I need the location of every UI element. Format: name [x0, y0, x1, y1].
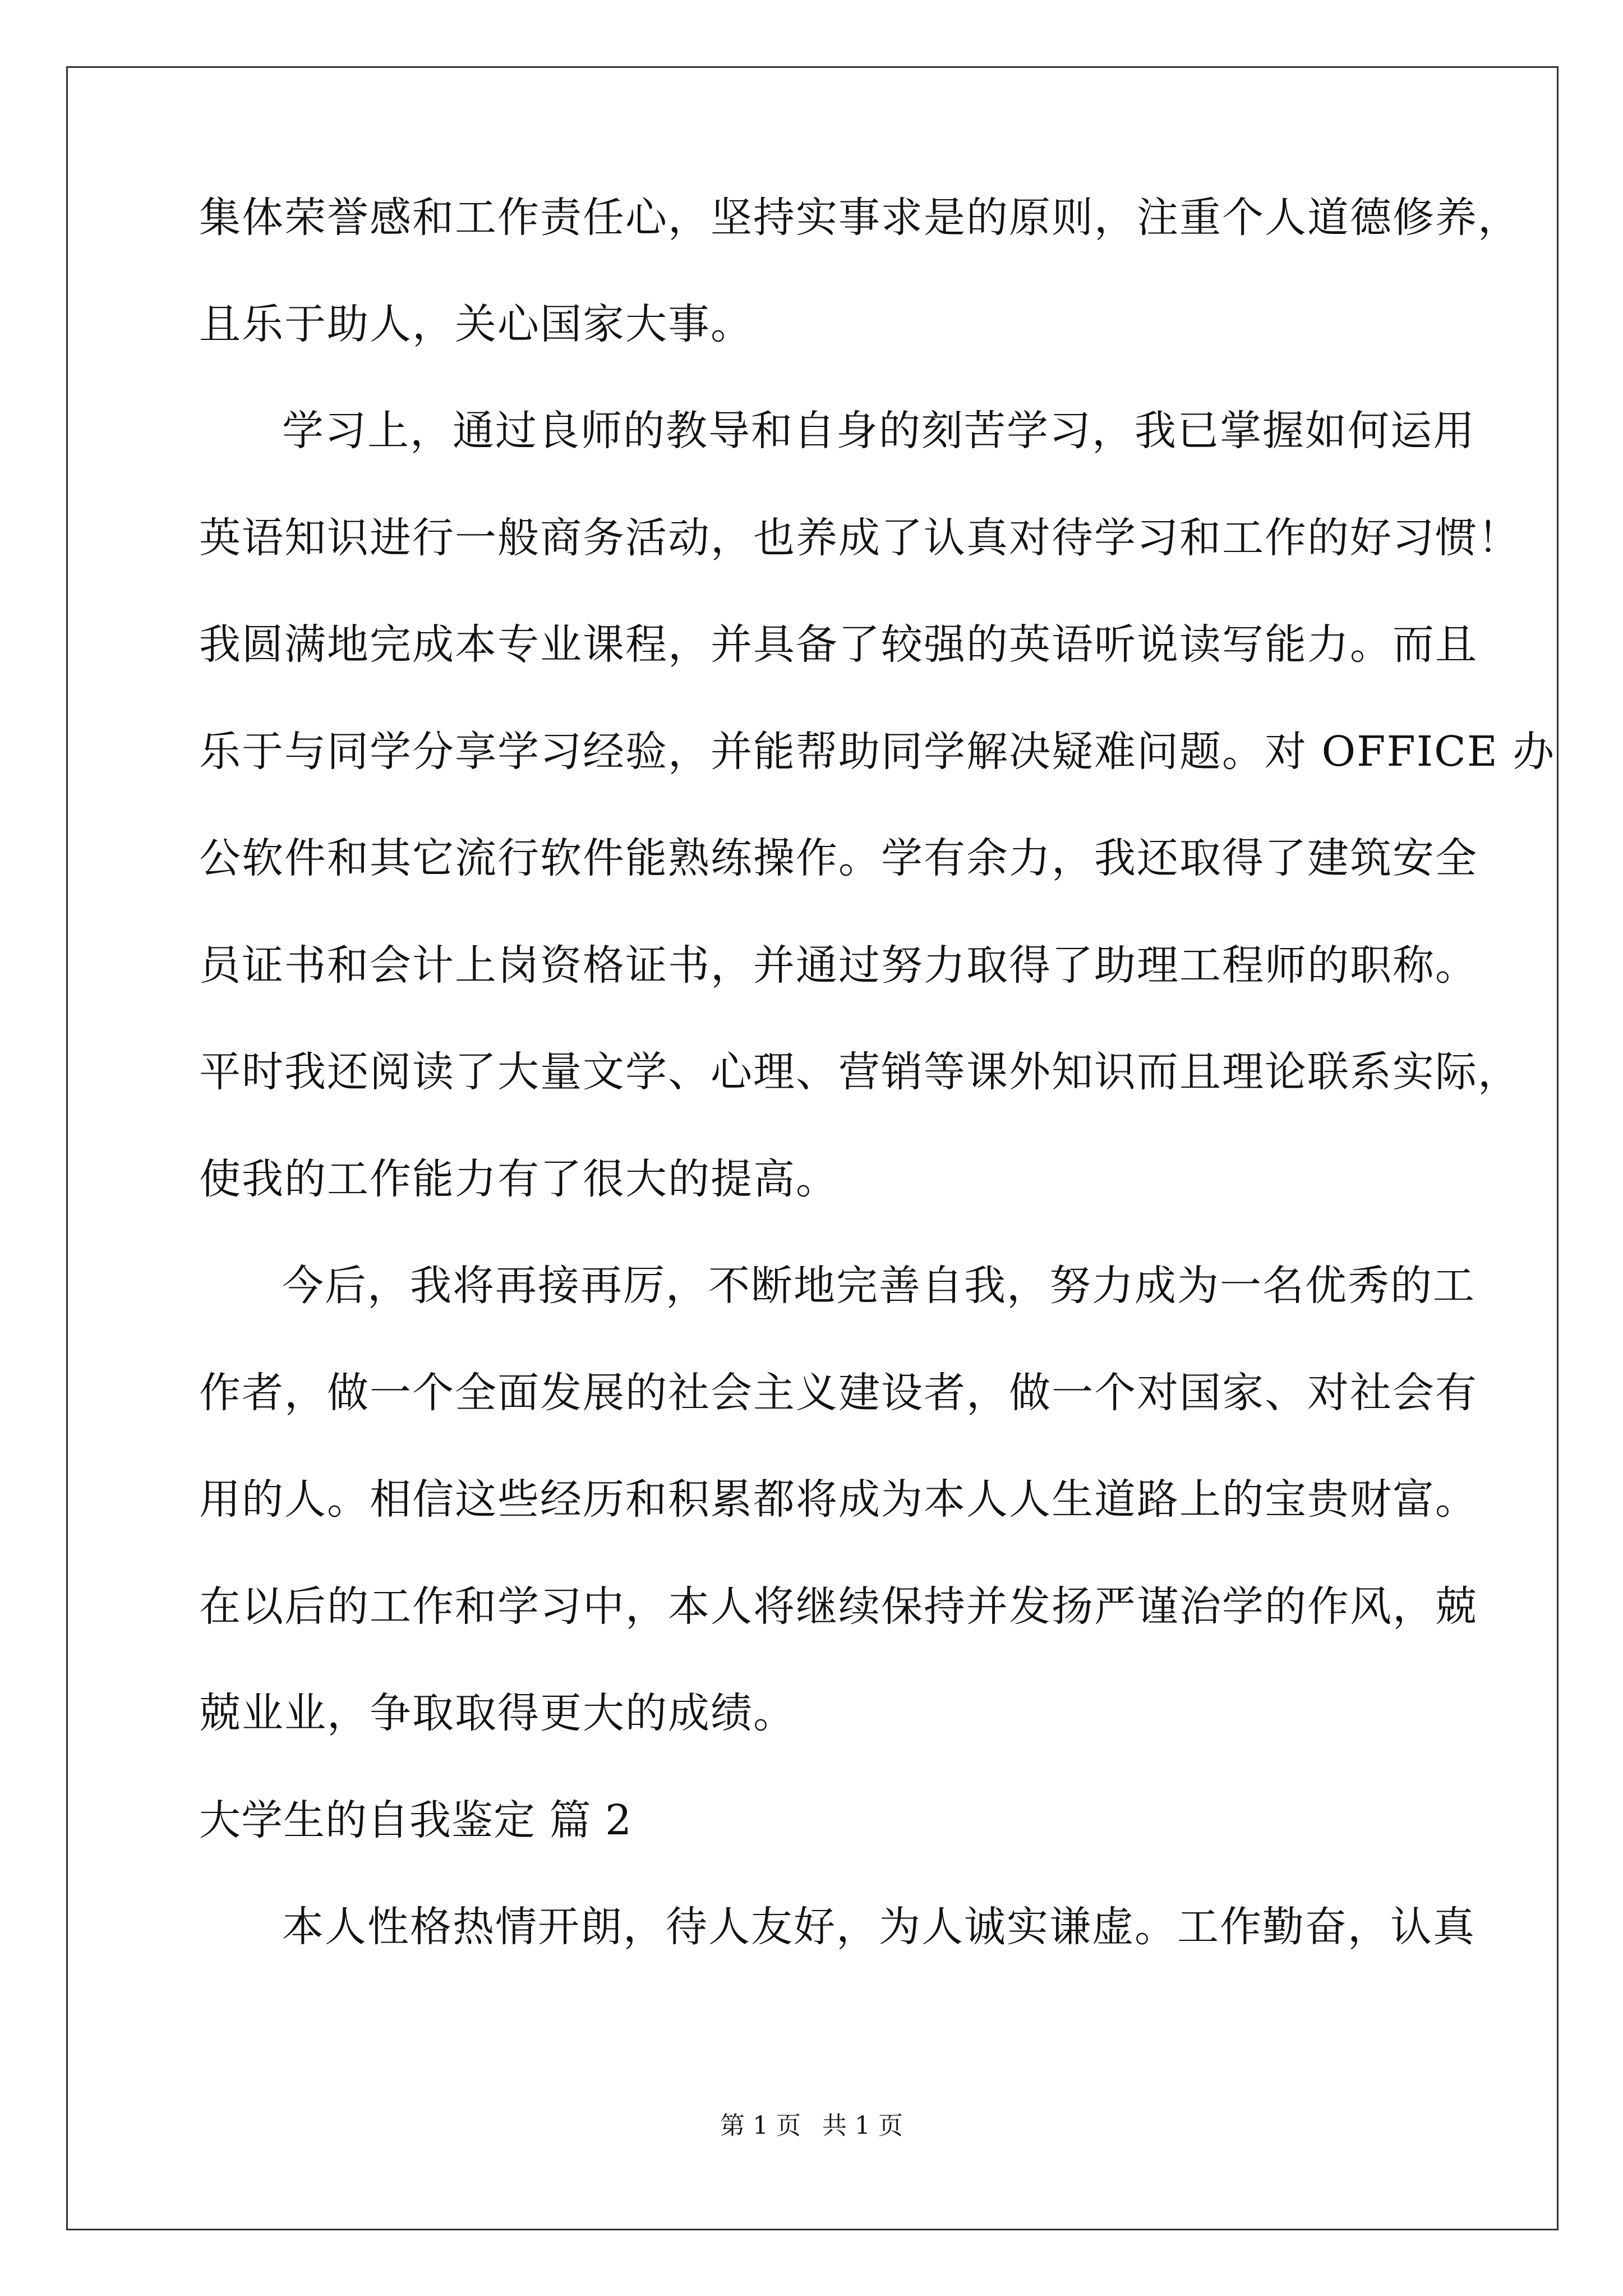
text-line-9: 平时我还阅读了大量文学、心理、营销等课外知识而且理论联系实际，	[199, 1048, 1520, 1096]
text-line-5: 我圆满地完成本专业课程，并具备了较强的英语听说读写能力。而且	[199, 620, 1478, 669]
text-line-17: 本人性格热情开朗，待人友好，为人诚实谦虚。工作勤奋，认真	[282, 1903, 1476, 1951]
section-heading: 大学生的自我鉴定 篇 2	[199, 1796, 633, 1844]
text-line-4: 英语知识进行一般商务活动，也养成了认真对待学习和工作的好习惯！	[199, 514, 1520, 562]
text-line-15: 兢业业，争取取得更大的成绩。	[199, 1689, 796, 1737]
page-number: 第 1 页	[720, 2111, 801, 2140]
text-line-1: 集体荣誉感和工作责任心，坚持实事求是的原则，注重个人道德修养，	[199, 194, 1520, 242]
text-line-7: 公软件和其它流行软件能熟练操作。学有余力，我还取得了建筑安全	[199, 834, 1478, 882]
page-total: 共 1 页	[822, 2111, 903, 2140]
text-line-10: 使我的工作能力有了很大的提高。	[199, 1155, 838, 1203]
page-footer	[0, 2109, 1623, 2143]
text-line-6: 乐于与同学分享学习经验，并能帮助同学解决疑难问题。对 OFFICE 办	[199, 728, 1556, 776]
text-line-8: 员证书和会计上岗资格证书，并通过努力取得了助理工程师的职称。	[199, 941, 1478, 990]
text-line-14: 在以后的工作和学习中，本人将继续保持并发扬严谨治学的作风，兢	[199, 1582, 1478, 1631]
text-line-2: 且乐于助人，关心国家大事。	[199, 300, 753, 348]
text-line-3: 学习上，通过良师的教导和自身的刻苦学习，我已掌握如何运用	[282, 407, 1476, 455]
text-line-11: 今后，我将再接再厉，不断地完善自我，努力成为一名优秀的工	[282, 1262, 1476, 1310]
text-line-13: 用的人。相信这些经历和积累都将成为本人人生道路上的宝贵财富。	[199, 1475, 1478, 1524]
text-line-12: 作者，做一个全面发展的社会主义建设者，做一个对国家、对社会有	[199, 1369, 1478, 1417]
